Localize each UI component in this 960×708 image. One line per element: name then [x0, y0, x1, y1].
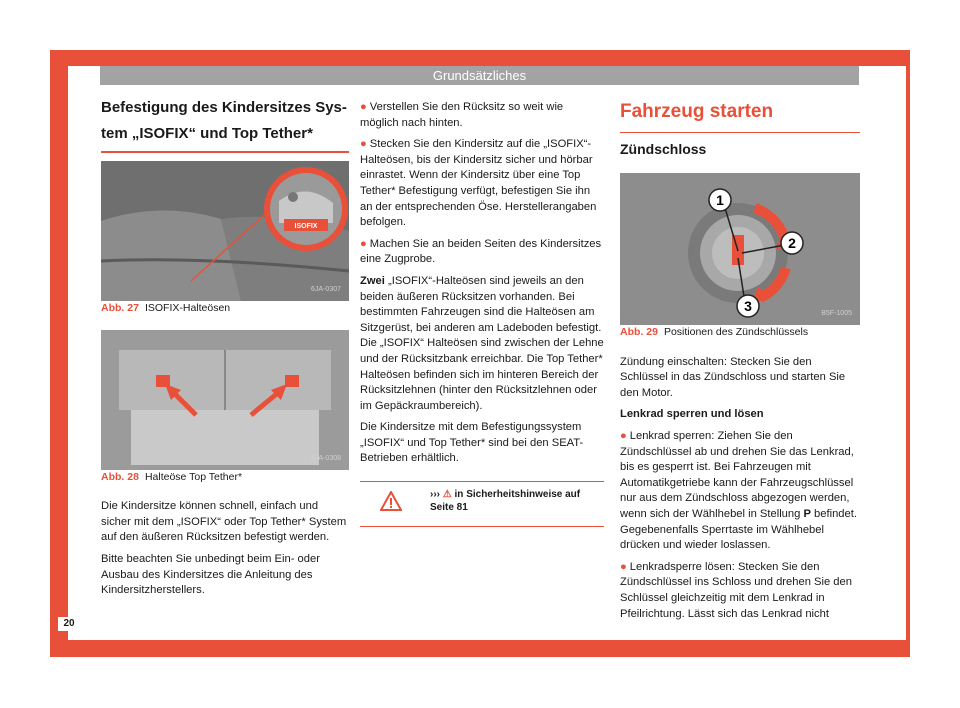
- isofix-illustration: [101, 161, 349, 301]
- left-column: [101, 98, 349, 605]
- subheading: Lenkrad sperren und lösen: [620, 408, 764, 421]
- warning-icon: [380, 491, 402, 511]
- paragraph: Zwei „ISOFIX“-Halteösen sind jeweils an den beiden äußeren Rücksitzen vorhanden. Bei bestimmten Fahrzeugen sind die Halteösen am Sitzgerüst, bei anderen am Ladeboden befestigt. Die „ISOFIX“ Halteösen sind zwischen der Lehne und der Rücksitzbank erreichbar. Die Top Tether* Halteösen befinden sich im hinteren Bereich der Rücksitzlehnen (hinter den Rücksitzlehnen oder im Gepäckraumbereich).: [360, 274, 604, 412]
- section-heading: Befestigung des Kindersitzes Sys- tem „ISOFIX“ und Top Tether*: [101, 99, 347, 142]
- section-header: Grundsätzliches: [100, 66, 859, 85]
- warning-link[interactable]: ››› ⚠ in Sicherheitshinweise auf Seite 81: [430, 489, 581, 514]
- list-item: ● Machen Sie an beiden Seiten des Kindersitzes eine Zugprobe.: [360, 237, 602, 266]
- figure-top-tether: [101, 330, 349, 470]
- figure-caption: Abb. 28 Halteöse Top Tether*: [101, 470, 243, 483]
- warning-note: [360, 481, 604, 527]
- paragraph: Die Kindersitze können schnell, einfach und sicher mit dem „ISOFIX“ oder Top Tether* System auf den äußeren Rücksitzen befestigt werden.: [101, 500, 347, 544]
- list-item: ● Lenkradsperre lösen: Stecken Sie den Zündschlüssel ins Schloss und drehen Sie den Schlüssel gleichzeitig mit dem Lenkrad in Pfeilrichtung. Lässt sich das Lenkrad nicht: [620, 560, 852, 620]
- figure-caption: Abb. 29 Positionen des Zündschlüssels: [620, 326, 809, 338]
- page-number: 20: [58, 617, 80, 631]
- title-rule: [620, 132, 860, 133]
- list-item: ● Stecken Sie den Kindersitz auf die „ISOFIX“-Halteösen, bis der Kindersitz sicher und hörbar einrastet. Wenn der Kindersitz über eine Top Tether* Befestigung verfügt, befestigen Sie ihn an der entsprechenden Öse. Herstellerangaben befolgen.: [360, 138, 597, 229]
- figure-caption: Abb. 27 ISOFIX-Halteösen: [101, 302, 231, 314]
- figure-ignition: [620, 173, 860, 325]
- paragraph: Bitte beachten Sie unbedingt beim Ein- oder Ausbau des Kindersitzes die Anleitung des Kindersitzherstellers.: [101, 552, 320, 597]
- position-label: 1: [716, 192, 724, 208]
- paragraph: Zündung einschalten: Stecken Sie den Schlüssel in das Zündschloss und starten Sie den Motor.: [620, 355, 846, 399]
- warning-inline-icon: ⚠: [442, 489, 452, 501]
- paragraph: Die Kindersitze mit dem Befestigungssystem „ISOFIX“ und Top Tether* sind bei den SEAT-Betrieben erhältlich.: [360, 421, 584, 465]
- heading-rule: [101, 151, 349, 153]
- figure-code: B5F-1005: [821, 310, 852, 318]
- subsection-title: Zündschloss: [620, 141, 707, 157]
- list-item: ● Verstellen Sie den Rücksitz so weit wie möglich nach hinten.: [360, 101, 564, 129]
- section-title: Fahrzeug starten: [620, 101, 774, 122]
- list-item: ● Lenkrad sperren: Ziehen Sie den Zündschlüssel ab und drehen Sie das Lenkrad, bis es gesperrt ist. Bei Fahrzeugen mit Automatikgetriebe kann der Fahrzeugschlüssel nur aus dem Zündschloss abgezogen werden, wenn sich der Wählhebel in Stellung P befindet. Gegebenenfalls Sperrtaste im Wählhebel drücken und wieder loslassen.: [620, 429, 857, 552]
- isofix-badge: ISOFIX: [294, 223, 318, 230]
- figure-isofix: [101, 161, 349, 301]
- right-column: [620, 100, 860, 628]
- position-label: 3: [744, 298, 752, 314]
- figure-code: 6JA-0307: [311, 286, 341, 294]
- top-tether-illustration: [101, 330, 349, 470]
- ignition-illustration: [620, 173, 860, 325]
- figure-code: 6JA-0308: [311, 455, 341, 462]
- position-label: 2: [788, 235, 796, 251]
- middle-column: [360, 100, 604, 527]
